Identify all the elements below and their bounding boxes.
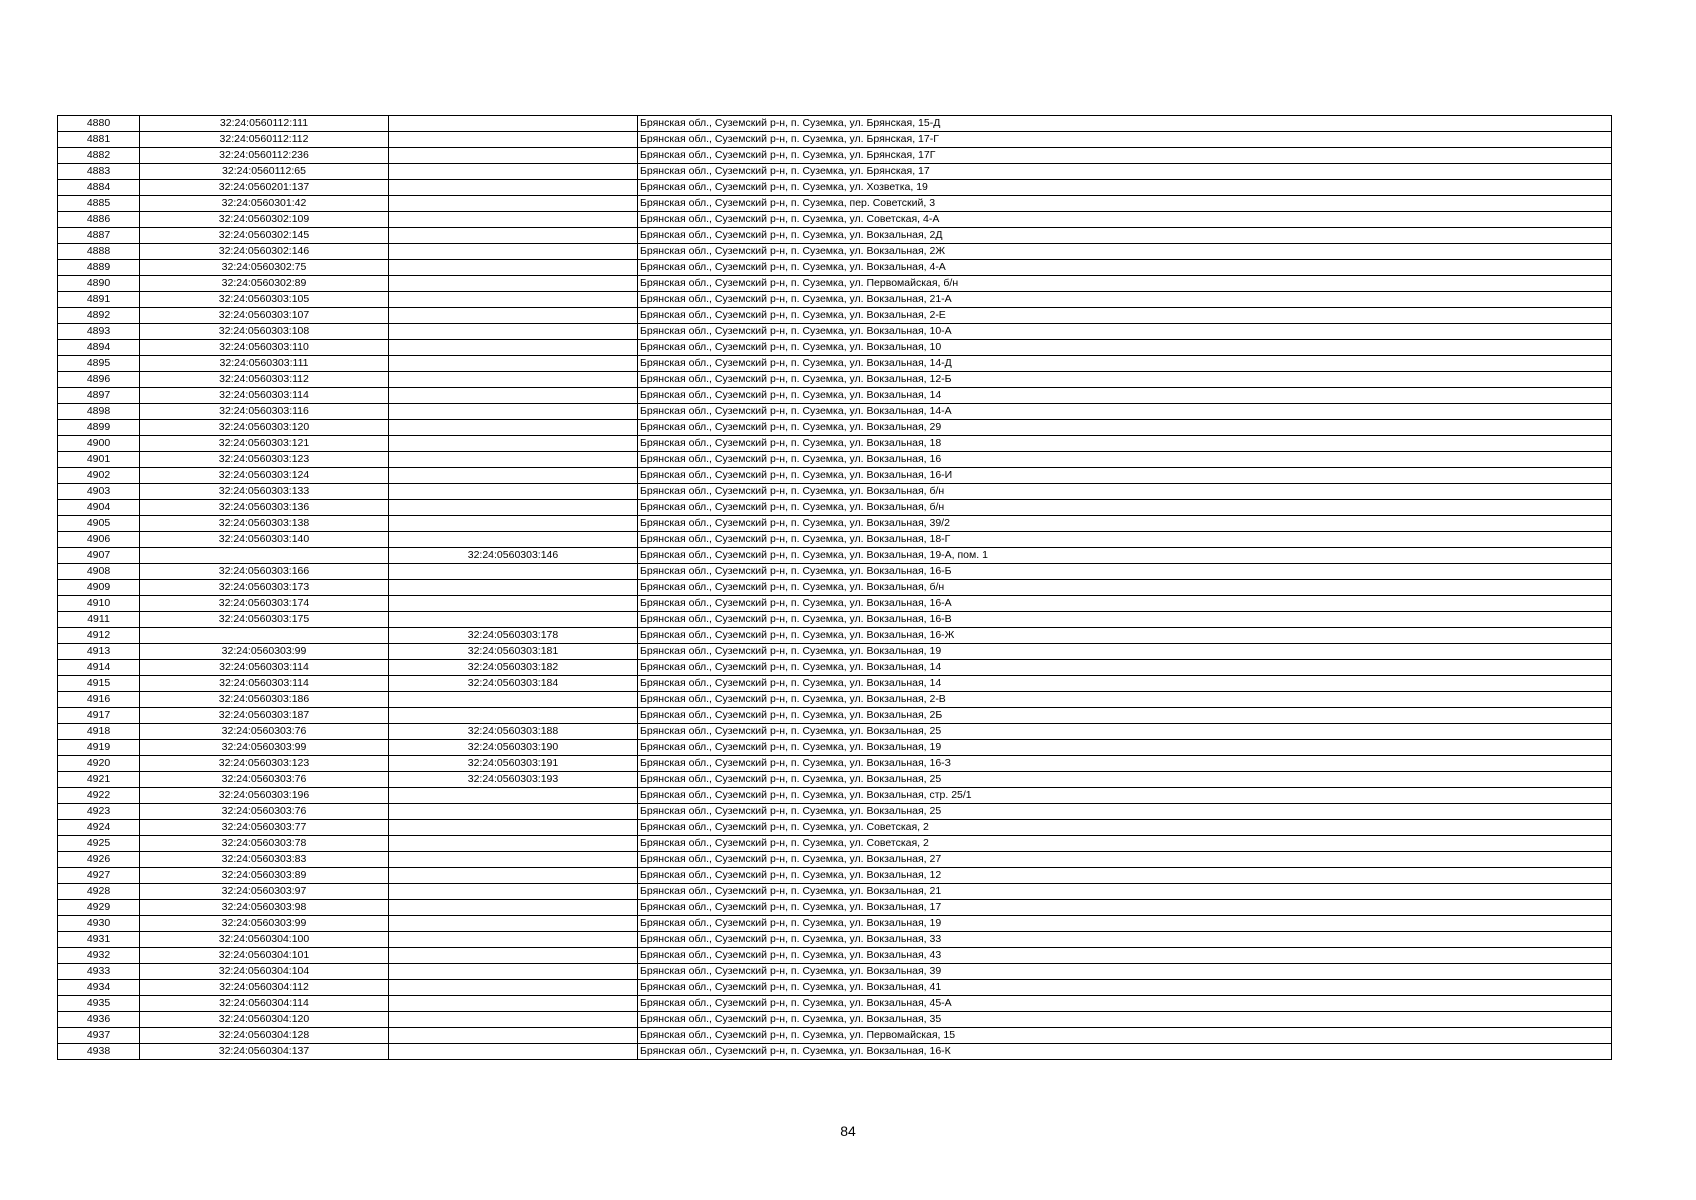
cadastral-number-cell: 32:24:0560304:112 [140,980,389,996]
row-number-cell: 4925 [58,836,140,852]
cadastral-number-cell: 32:24:0560112:111 [140,116,389,132]
address-cell: Брянская обл., Суземский р-н, п. Суземка, ул. Брянская, 15-Д [638,116,1612,132]
table-row [58,580,1612,596]
table-row [58,196,1612,212]
cadastral-number-cell: 32:24:0560303:114 [140,676,389,692]
row-number-cell: 4886 [58,212,140,228]
cadastral-number-cell: 32:24:0560303:175 [140,612,389,628]
address-cell: Брянская обл., Суземский р-н, п. Суземка, ул. Вокзальная, 21 [638,884,1612,900]
object-cadastral-number-cell [389,484,638,500]
table-row [58,996,1612,1012]
cadastral-number-cell: 32:24:0560303:133 [140,484,389,500]
address-cell: Брянская обл., Суземский р-н, п. Суземка, ул. Вокзальная, 16 [638,452,1612,468]
object-cadastral-number-cell [389,308,638,324]
cadastral-number-cell: 32:24:0560304:114 [140,996,389,1012]
address-cell: Брянская обл., Суземский р-н, п. Суземка, пер. Советский, 3 [638,196,1612,212]
table-row [58,1044,1612,1060]
cadastral-number-cell: 32:24:0560303:120 [140,420,389,436]
cadastral-number-cell: 32:24:0560303:76 [140,772,389,788]
cadastral-number-cell: 32:24:0560304:100 [140,932,389,948]
object-cadastral-number-cell [389,868,638,884]
table-row [58,612,1612,628]
address-cell: Брянская обл., Суземский р-н, п. Суземка, ул. Вокзальная, 16-В [638,612,1612,628]
address-cell: Брянская обл., Суземский р-н, п. Суземка, ул. Вокзальная, 19-А, пом. 1 [638,548,1612,564]
address-cell: Брянская обл., Суземский р-н, п. Суземка, ул. Первомайская, б/н [638,276,1612,292]
address-cell: Брянская обл., Суземский р-н, п. Суземка, ул. Вокзальная, 27 [638,852,1612,868]
row-number-cell: 4931 [58,932,140,948]
row-number-cell: 4937 [58,1028,140,1044]
address-cell: Брянская обл., Суземский р-н, п. Суземка, ул. Вокзальная, б/н [638,500,1612,516]
address-cell: Брянская обл., Суземский р-н, п. Суземка, ул. Вокзальная, 35 [638,1012,1612,1028]
cadastral-number-cell: 32:24:0560303:124 [140,468,389,484]
object-cadastral-number-cell [389,932,638,948]
address-cell: Брянская обл., Суземский р-н, п. Суземка, ул. Вокзальная, 18-Г [638,532,1612,548]
table-row [58,404,1612,420]
row-number-cell: 4919 [58,740,140,756]
table-row [58,516,1612,532]
row-number-cell: 4928 [58,884,140,900]
object-cadastral-number-cell [389,564,638,580]
table-row [58,324,1612,340]
object-cadastral-number-cell [389,596,638,612]
object-cadastral-number-cell [389,1044,638,1060]
address-cell: Брянская обл., Суземский р-н, п. Суземка, ул. Вокзальная, стр. 25/1 [638,788,1612,804]
object-cadastral-number-cell [389,692,638,708]
address-cell: Брянская обл., Суземский р-н, п. Суземка, ул. Вокзальная, 17 [638,900,1612,916]
row-number-cell: 4915 [58,676,140,692]
object-cadastral-number-cell [389,948,638,964]
cadastral-number-cell: 32:24:0560303:114 [140,660,389,676]
object-cadastral-number-cell [389,516,638,532]
table-row [58,740,1612,756]
row-number-cell: 4888 [58,244,140,260]
row-number-cell: 4926 [58,852,140,868]
object-cadastral-number-cell: 32:24:0560303:181 [389,644,638,660]
object-cadastral-number-cell [389,388,638,404]
address-cell: Брянская обл., Суземский р-н, п. Суземка, ул. Вокзальная, 12 [638,868,1612,884]
row-number-cell: 4904 [58,500,140,516]
address-cell: Брянская обл., Суземский р-н, п. Суземка, ул. Вокзальная, 39 [638,964,1612,980]
row-number-cell: 4901 [58,452,140,468]
object-cadastral-number-cell [389,612,638,628]
cadastral-number-cell: 32:24:0560304:104 [140,964,389,980]
address-cell: Брянская обл., Суземский р-н, п. Суземка, ул. Советская, 4-А [638,212,1612,228]
cadastral-number-cell: 32:24:0560303:121 [140,436,389,452]
address-cell: Брянская обл., Суземский р-н, п. Суземка, ул. Вокзальная, 21-А [638,292,1612,308]
table-row [58,276,1612,292]
row-number-cell: 4892 [58,308,140,324]
table-row [58,532,1612,548]
cadastral-number-cell: 32:24:0560303:98 [140,900,389,916]
row-number-cell: 4912 [58,628,140,644]
object-cadastral-number-cell [389,292,638,308]
cadastral-number-cell: 32:24:0560303:174 [140,596,389,612]
object-cadastral-number-cell [389,228,638,244]
cadastral-number-cell: 32:24:0560303:123 [140,756,389,772]
address-cell: Брянская обл., Суземский р-н, п. Суземка, ул. Вокзальная, 16-З [638,756,1612,772]
row-number-cell: 4897 [58,388,140,404]
object-cadastral-number-cell [389,852,638,868]
cadastral-number-cell: 32:24:0560303:76 [140,724,389,740]
row-number-cell: 4920 [58,756,140,772]
address-cell: Брянская обл., Суземский р-н, п. Суземка, ул. Вокзальная, 16-К [638,1044,1612,1060]
row-number-cell: 4924 [58,820,140,836]
table-row [58,180,1612,196]
table-row [58,452,1612,468]
object-cadastral-number-cell [389,708,638,724]
row-number-cell: 4909 [58,580,140,596]
object-cadastral-number-cell [389,532,638,548]
table-row [58,628,1612,644]
table-row [58,212,1612,228]
cadastral-number-cell: 32:24:0560303:97 [140,884,389,900]
address-cell: Брянская обл., Суземский р-н, п. Суземка, ул. Вокзальная, 25 [638,772,1612,788]
object-cadastral-number-cell [389,148,638,164]
row-number-cell: 4894 [58,340,140,356]
cadastral-number-cell: 32:24:0560302:109 [140,212,389,228]
object-cadastral-number-cell [389,324,638,340]
row-number-cell: 4899 [58,420,140,436]
cadastral-number-cell: 32:24:0560303:166 [140,564,389,580]
address-cell: Брянская обл., Суземский р-н, п. Суземка, ул. Вокзальная, 18 [638,436,1612,452]
object-cadastral-number-cell: 32:24:0560303:182 [389,660,638,676]
cadastral-number-cell: 32:24:0560301:42 [140,196,389,212]
address-cell: Брянская обл., Суземский р-н, п. Суземка, ул. Вокзальная, 45-А [638,996,1612,1012]
address-cell: Брянская обл., Суземский р-н, п. Суземка, ул. Советская, 2 [638,836,1612,852]
object-cadastral-number-cell [389,212,638,228]
object-cadastral-number-cell [389,804,638,820]
row-number-cell: 4887 [58,228,140,244]
address-cell: Брянская обл., Суземский р-н, п. Суземка, ул. Вокзальная, 43 [638,948,1612,964]
object-cadastral-number-cell [389,116,638,132]
cadastral-number-cell: 32:24:0560303:107 [140,308,389,324]
cadastral-number-cell: 32:24:0560303:136 [140,500,389,516]
object-cadastral-number-cell: 32:24:0560303:178 [389,628,638,644]
address-cell: Брянская обл., Суземский р-н, п. Суземка, ул. Вокзальная, 19 [638,916,1612,932]
table-row [58,660,1612,676]
address-cell: Брянская обл., Суземский р-н, п. Суземка, ул. Вокзальная, 33 [638,932,1612,948]
row-number-cell: 4890 [58,276,140,292]
cadastral-number-cell: 32:24:0560303:186 [140,692,389,708]
object-cadastral-number-cell [389,436,638,452]
address-cell: Брянская обл., Суземский р-н, п. Суземка, ул. Вокзальная, 16-Ж [638,628,1612,644]
table-row [58,980,1612,996]
cadastral-number-cell: 32:24:0560302:89 [140,276,389,292]
address-cell: Брянская обл., Суземский р-н, п. Суземка, ул. Вокзальная, 14-Д [638,356,1612,372]
address-cell: Брянская обл., Суземский р-н, п. Суземка, ул. Вокзальная, 2Ж [638,244,1612,260]
cadastral-number-cell: 32:24:0560303:99 [140,916,389,932]
table-row [58,948,1612,964]
row-number-cell: 4882 [58,148,140,164]
object-cadastral-number-cell [389,916,638,932]
table-row [58,500,1612,516]
row-number-cell: 4891 [58,292,140,308]
table-row [58,900,1612,916]
cadastral-number-cell: 32:24:0560303:99 [140,740,389,756]
object-cadastral-number-cell [389,884,638,900]
table-row [58,420,1612,436]
address-cell: Брянская обл., Суземский р-н, п. Суземка, ул. Вокзальная, 14-А [638,404,1612,420]
address-cell: Брянская обл., Суземский р-н, п. Суземка, ул. Брянская, 17Г [638,148,1612,164]
object-cadastral-number-cell [389,196,638,212]
object-cadastral-number-cell [389,836,638,852]
address-cell: Брянская обл., Суземский р-н, п. Суземка, ул. Вокзальная, 25 [638,804,1612,820]
row-number-cell: 4902 [58,468,140,484]
address-cell: Брянская обл., Суземский р-н, п. Суземка, ул. Вокзальная, 14 [638,660,1612,676]
row-number-cell: 4918 [58,724,140,740]
cadastral-number-cell: 32:24:0560303:77 [140,820,389,836]
row-number-cell: 4938 [58,1044,140,1060]
table-row [58,884,1612,900]
cadastral-number-cell: 32:24:0560304:101 [140,948,389,964]
cadastral-number-cell: 32:24:0560303:111 [140,356,389,372]
table-row [58,772,1612,788]
cadastral-number-cell: 32:24:0560304:137 [140,1044,389,1060]
address-cell: Брянская обл., Суземский р-н, п. Суземка, ул. Вокзальная, 10-А [638,324,1612,340]
row-number-cell: 4880 [58,116,140,132]
cadastral-number-cell: 32:24:0560303:76 [140,804,389,820]
object-cadastral-number-cell [389,500,638,516]
object-cadastral-number-cell [389,964,638,980]
row-number-cell: 4929 [58,900,140,916]
table-row [58,116,1612,132]
object-cadastral-number-cell [389,164,638,180]
address-cell: Брянская обл., Суземский р-н, п. Суземка, ул. Вокзальная, 25 [638,724,1612,740]
records-table [57,115,1612,1060]
table-row [58,1028,1612,1044]
object-cadastral-number-cell [389,244,638,260]
row-number-cell: 4881 [58,132,140,148]
object-cadastral-number-cell [389,1012,638,1028]
object-cadastral-number-cell [389,260,638,276]
row-number-cell: 4934 [58,980,140,996]
table-row [58,916,1612,932]
address-cell: Брянская обл., Суземский р-н, п. Суземка, ул. Вокзальная, 14 [638,676,1612,692]
table-row [58,244,1612,260]
object-cadastral-number-cell [389,468,638,484]
row-number-cell: 4889 [58,260,140,276]
object-cadastral-number-cell [389,580,638,596]
table-row [58,132,1612,148]
object-cadastral-number-cell [389,372,638,388]
table-row [58,548,1612,564]
table-row [58,356,1612,372]
object-cadastral-number-cell: 32:24:0560303:146 [389,548,638,564]
address-cell: Брянская обл., Суземский р-н, п. Суземка, ул. Первомайская, 15 [638,1028,1612,1044]
table-row [58,756,1612,772]
address-cell: Брянская обл., Суземский р-н, п. Суземка, ул. Вокзальная, 19 [638,644,1612,660]
table-row [58,292,1612,308]
address-cell: Брянская обл., Суземский р-н, п. Суземка, ул. Вокзальная, 2Д [638,228,1612,244]
object-cadastral-number-cell: 32:24:0560303:193 [389,772,638,788]
cadastral-number-cell: 32:24:0560303:99 [140,644,389,660]
table-row [58,804,1612,820]
row-number-cell: 4913 [58,644,140,660]
cadastral-number-cell [140,628,389,644]
cadastral-number-cell: 32:24:0560303:123 [140,452,389,468]
row-number-cell: 4936 [58,1012,140,1028]
row-number-cell: 4927 [58,868,140,884]
address-cell: Брянская обл., Суземский р-н, п. Суземка, ул. Вокзальная, 10 [638,340,1612,356]
row-number-cell: 4905 [58,516,140,532]
table-row [58,468,1612,484]
object-cadastral-number-cell [389,1028,638,1044]
address-cell: Брянская обл., Суземский р-н, п. Суземка, ул. Брянская, 17-Г [638,132,1612,148]
address-cell: Брянская обл., Суземский р-н, п. Суземка, ул. Вокзальная, 2-Е [638,308,1612,324]
object-cadastral-number-cell [389,788,638,804]
row-number-cell: 4923 [58,804,140,820]
row-number-cell: 4900 [58,436,140,452]
row-number-cell: 4884 [58,180,140,196]
row-number-cell: 4893 [58,324,140,340]
address-cell: Брянская обл., Суземский р-н, п. Суземка, ул. Вокзальная, 12-Б [638,372,1612,388]
cadastral-number-cell: 32:24:0560302:75 [140,260,389,276]
object-cadastral-number-cell: 32:24:0560303:188 [389,724,638,740]
row-number-cell: 4895 [58,356,140,372]
row-number-cell: 4914 [58,660,140,676]
address-cell: Брянская обл., Суземский р-н, п. Суземка, ул. Брянская, 17 [638,164,1612,180]
table-row [58,852,1612,868]
row-number-cell: 4906 [58,532,140,548]
table-row [58,836,1612,852]
address-cell: Брянская обл., Суземский р-н, п. Суземка, ул. Вокзальная, 14 [638,388,1612,404]
records-table-body [58,116,1612,1060]
page-number: 84 [840,1123,856,1139]
table-row [58,692,1612,708]
cadastral-number-cell: 32:24:0560112:112 [140,132,389,148]
object-cadastral-number-cell [389,980,638,996]
table-row [58,708,1612,724]
cadastral-number-cell: 32:24:0560303:78 [140,836,389,852]
address-cell: Брянская обл., Суземский р-н, п. Суземка, ул. Советская, 2 [638,820,1612,836]
table-row [58,964,1612,980]
table-row [58,868,1612,884]
cadastral-number-cell [140,548,389,564]
address-cell: Брянская обл., Суземский р-н, п. Суземка, ул. Вокзальная, 29 [638,420,1612,436]
table-row [58,644,1612,660]
table-row [58,724,1612,740]
table-row [58,676,1612,692]
address-cell: Брянская обл., Суземский р-н, п. Суземка, ул. Вокзальная, 2Б [638,708,1612,724]
cadastral-number-cell: 32:24:0560303:105 [140,292,389,308]
object-cadastral-number-cell [389,420,638,436]
cadastral-number-cell: 32:24:0560304:120 [140,1012,389,1028]
address-cell: Брянская обл., Суземский р-н, п. Суземка, ул. Вокзальная, 39/2 [638,516,1612,532]
table-row [58,436,1612,452]
row-number-cell: 4922 [58,788,140,804]
cadastral-number-cell: 32:24:0560303:108 [140,324,389,340]
object-cadastral-number-cell [389,820,638,836]
cadastral-number-cell: 32:24:0560303:187 [140,708,389,724]
cadastral-number-cell: 32:24:0560303:116 [140,404,389,420]
table-row [58,1012,1612,1028]
row-number-cell: 4903 [58,484,140,500]
row-number-cell: 4883 [58,164,140,180]
object-cadastral-number-cell: 32:24:0560303:190 [389,740,638,756]
table-row [58,932,1612,948]
cadastral-number-cell: 32:24:0560303:196 [140,788,389,804]
table-row [58,260,1612,276]
cadastral-number-cell: 32:24:0560303:83 [140,852,389,868]
cadastral-number-cell: 32:24:0560112:236 [140,148,389,164]
table-row [58,596,1612,612]
address-cell: Брянская обл., Суземский р-н, п. Суземка, ул. Вокзальная, б/н [638,484,1612,500]
row-number-cell: 4908 [58,564,140,580]
cadastral-number-cell: 32:24:0560303:173 [140,580,389,596]
table-row [58,340,1612,356]
table-row [58,484,1612,500]
cadastral-number-cell: 32:24:0560303:138 [140,516,389,532]
cadastral-number-cell: 32:24:0560303:140 [140,532,389,548]
row-number-cell: 4898 [58,404,140,420]
object-cadastral-number-cell [389,404,638,420]
table-row [58,372,1612,388]
table-row [58,228,1612,244]
address-cell: Брянская обл., Суземский р-н, п. Суземка, ул. Вокзальная, 16-И [638,468,1612,484]
address-cell: Брянская обл., Суземский р-н, п. Суземка, ул. Вокзальная, 2-В [638,692,1612,708]
object-cadastral-number-cell [389,340,638,356]
cadastral-number-cell: 32:24:0560302:146 [140,244,389,260]
table-row [58,788,1612,804]
address-cell: Брянская обл., Суземский р-н, п. Суземка, ул. Вокзальная, 16-Б [638,564,1612,580]
address-cell: Брянская обл., Суземский р-н, п. Суземка, ул. Хозветка, 19 [638,180,1612,196]
cadastral-number-cell: 32:24:0560303:110 [140,340,389,356]
row-number-cell: 4932 [58,948,140,964]
cadastral-number-cell: 32:24:0560304:128 [140,1028,389,1044]
cadastral-number-cell: 32:24:0560112:65 [140,164,389,180]
row-number-cell: 4916 [58,692,140,708]
row-number-cell: 4896 [58,372,140,388]
row-number-cell: 4911 [58,612,140,628]
object-cadastral-number-cell [389,132,638,148]
object-cadastral-number-cell [389,356,638,372]
cadastral-number-cell: 32:24:0560201:137 [140,180,389,196]
cadastral-number-cell: 32:24:0560303:112 [140,372,389,388]
object-cadastral-number-cell: 32:24:0560303:191 [389,756,638,772]
cadastral-number-cell: 32:24:0560302:145 [140,228,389,244]
table-row [58,164,1612,180]
row-number-cell: 4907 [58,548,140,564]
row-number-cell: 4885 [58,196,140,212]
row-number-cell: 4930 [58,916,140,932]
object-cadastral-number-cell [389,452,638,468]
table-row [58,564,1612,580]
object-cadastral-number-cell [389,180,638,196]
table-row [58,388,1612,404]
address-cell: Брянская обл., Суземский р-н, п. Суземка, ул. Вокзальная, 41 [638,980,1612,996]
object-cadastral-number-cell [389,900,638,916]
object-cadastral-number-cell: 32:24:0560303:184 [389,676,638,692]
row-number-cell: 4921 [58,772,140,788]
row-number-cell: 4933 [58,964,140,980]
address-cell: Брянская обл., Суземский р-н, п. Суземка, ул. Вокзальная, 19 [638,740,1612,756]
table-row [58,820,1612,836]
object-cadastral-number-cell [389,276,638,292]
address-cell: Брянская обл., Суземский р-н, п. Суземка, ул. Вокзальная, б/н [638,580,1612,596]
table-row [58,308,1612,324]
object-cadastral-number-cell [389,996,638,1012]
row-number-cell: 4917 [58,708,140,724]
address-cell: Брянская обл., Суземский р-н, п. Суземка, ул. Вокзальная, 4-А [638,260,1612,276]
address-cell: Брянская обл., Суземский р-н, п. Суземка, ул. Вокзальная, 16-А [638,596,1612,612]
cadastral-number-cell: 32:24:0560303:114 [140,388,389,404]
row-number-cell: 4935 [58,996,140,1012]
row-number-cell: 4910 [58,596,140,612]
table-row [58,148,1612,164]
cadastral-number-cell: 32:24:0560303:89 [140,868,389,884]
